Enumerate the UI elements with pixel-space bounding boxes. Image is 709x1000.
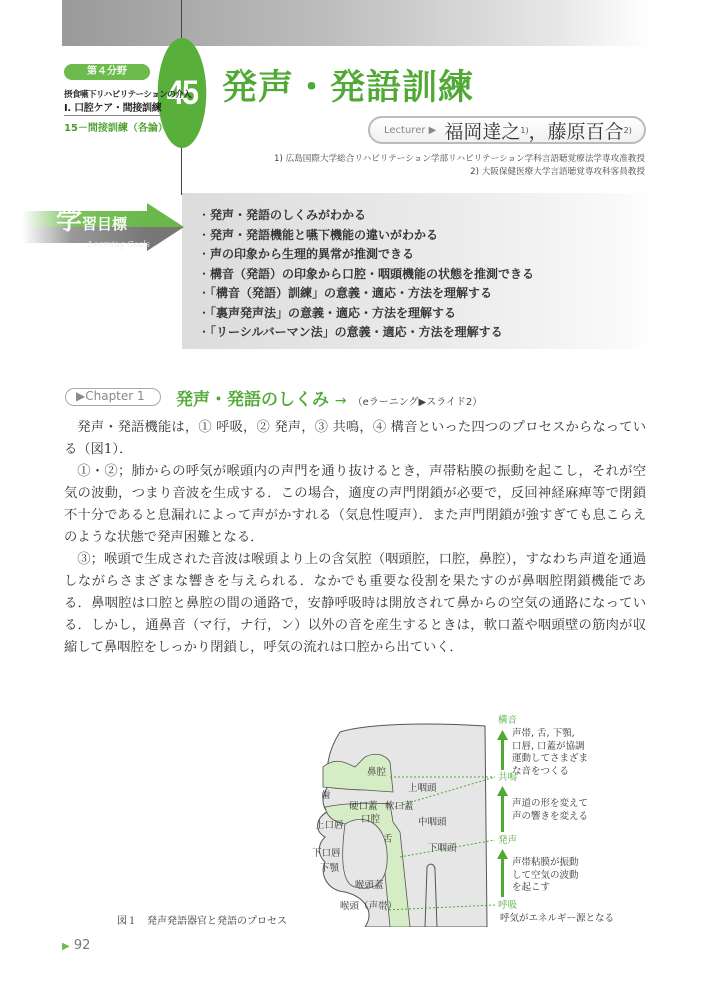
lecturer-label: Lecturer ▶: [384, 124, 437, 136]
label-soft-palate: 軟口蓋: [385, 801, 414, 812]
goal-item: ・ 声の印象から生理的異常が推測できる: [198, 245, 650, 265]
stage-respiration-desc: 呼気がエネルギー源となる: [500, 913, 615, 924]
desc-line: して空気の波動: [512, 869, 579, 881]
page-number-value: 92: [73, 938, 91, 953]
label-hard-palate: 硬口蓋: [349, 801, 378, 812]
learning-goals-en: Learning Goals: [88, 240, 150, 249]
goal-item: ・ 「構音（発語）訓練」の意義・適応・方法を理解する: [198, 284, 650, 304]
section-label: 15－間接訓練（各論）: [64, 123, 168, 134]
chapter-heading: [176, 385, 482, 410]
learning-goals-box: [182, 193, 650, 349]
label-tongue: 舌: [383, 834, 393, 845]
figure-vocal-organs: [305, 712, 625, 927]
body-text: [64, 417, 646, 659]
label-larynx: 喉頭（声帯）: [340, 901, 398, 912]
desc-line: を起こす: [512, 882, 551, 893]
desc-line: 声帯, 舌, 下顎,: [512, 728, 575, 739]
chapter-pill: ▶Chapter 1: [65, 388, 161, 406]
stage-resonance-desc: [512, 798, 588, 823]
stage-resonance: 共鳴: [498, 772, 518, 783]
desc-line: 声帯粘膜が振動: [512, 857, 579, 868]
lecturer-separator: ，: [528, 120, 548, 143]
stage-phonation-desc: [512, 857, 579, 895]
lecturer-name-2: 藤原百合: [547, 120, 624, 143]
label-lower-pharynx: 下咽頭: [428, 843, 457, 854]
affiliation-1: 1) 広島国際大学総合リハビリテーション学部リハビリテーション学科言語聴覚療法学専攻准教授: [274, 154, 645, 164]
field-label: 第４分野: [64, 64, 150, 80]
label-jaw: 下顎: [320, 863, 340, 874]
chapter-title: 発声・発語のしくみ: [176, 390, 329, 410]
chapter-number-badge: 45: [158, 38, 207, 148]
arrow-icon: →: [334, 393, 347, 409]
subtitle-rule: [64, 115, 164, 116]
subtitle-main: Ⅰ. 口腔ケア・間接訓練: [64, 103, 162, 114]
goal-item: ・ 「リーシルバーマン法」の意義・適応・方法を理解する: [198, 323, 650, 343]
paragraph: ③；喉頭で生成された音波は喉頭より上の含気腔（咽頭腔，口腔，鼻腔），すなわち声道を通過しながらさまざまな響きを与えられる．なかでも重要な役割を果たすのが鼻咽腔閉鎖機能である．鼻咽腔は口腔と鼻腔の間の通路で，安静呼吸時は開放されて鼻からの空気の通路になっている．しかし，通鼻音（マ行，ナ行，ン）以外の音を産生するときは，軟口蓋や咽頭壁の筋肉が収縮して鼻咽腔をしっかり閉鎖し，呼気の流れは口腔から出ていく．: [64, 552, 646, 655]
goal-item: ・ 「裏声発声法」の意義・適応・方法を理解する: [198, 304, 650, 324]
goal-label-rest: 習目標: [82, 215, 128, 233]
paragraph: 発声・発語機能は，① 呼吸，② 発声，③ 共鳴，④ 構音といった四つのプロセスからなっている（図1）．: [64, 420, 646, 457]
stage-respiration: 呼吸: [498, 900, 518, 911]
label-upper-pharynx: 上咽頭: [408, 783, 437, 794]
label-upper-lip: 上口唇: [315, 820, 344, 831]
desc-line: 声道の形を変えて: [512, 798, 589, 809]
elearning-ref[interactable]: （eラーニング▶スライド2）: [352, 397, 483, 408]
goal-label-big: 学: [56, 206, 83, 236]
affiliation-2: 2) 大阪保健医療大学言語聴覚専攻科客員教授: [470, 167, 645, 177]
label-oral: 口腔: [361, 814, 381, 825]
lecturer-mark-1: 1): [520, 125, 529, 135]
learning-goals-label: [56, 206, 127, 236]
label-epiglottis: 喉頭蓋: [355, 880, 384, 891]
lecturer-name-1: 福岡達之: [444, 120, 521, 143]
stage-articulation: 構音: [498, 715, 518, 726]
paragraph: ①・②；肺からの呼気が喉頭内の声門を通り抜けるとき，声帯粘膜の振動を起こし，それが空気の波動，つまり音波を生成する．この場合，適度の声門閉鎖が必要で，反回神経麻痺等で閉鎖不十分であると息漏れによって声がかすれる（気息性嗄声）．また声門閉鎖が強すぎても息こらえのような状態で発声困難となる．: [64, 464, 646, 545]
label-teeth: 歯: [321, 790, 331, 801]
goal-item: ・ 発声・発語機能と嚥下機能の違いがわかる: [198, 226, 650, 246]
desc-line: 声の響きを変える: [512, 810, 589, 822]
page-number: [62, 938, 90, 953]
goal-item: ・ 構音（発語）の印象から口腔・咽頭機能の状態を推測できる: [198, 265, 650, 285]
lecturer-box: [368, 116, 646, 144]
desc-line: 口唇, 口蓋が協調: [512, 740, 585, 752]
stage-phonation: 発声: [498, 835, 518, 846]
page-title: 発声・発語訓練: [222, 68, 475, 108]
header-band: [62, 0, 650, 46]
lecturer-mark-2: 2): [623, 125, 632, 135]
learning-goals-list: [182, 193, 650, 343]
figure-caption: 図１ 発声発語器官と発語のプロセス: [117, 916, 287, 927]
label-mid-pharynx: 中咽頭: [418, 817, 447, 828]
label-lower-lip: 下口唇: [312, 848, 341, 859]
stage-articulation-desc: [512, 728, 588, 778]
desc-line: な音をつくる: [512, 765, 570, 777]
desc-line: 運動してさまざま: [512, 753, 589, 764]
goal-item: ・ 発声・発語のしくみがわかる: [198, 206, 650, 226]
label-nasal: 鼻腔: [367, 767, 387, 778]
page-marker-icon: ▶: [62, 941, 70, 952]
subtitle-small: 摂食嚥下リハビリテーションの介入: [64, 90, 192, 100]
